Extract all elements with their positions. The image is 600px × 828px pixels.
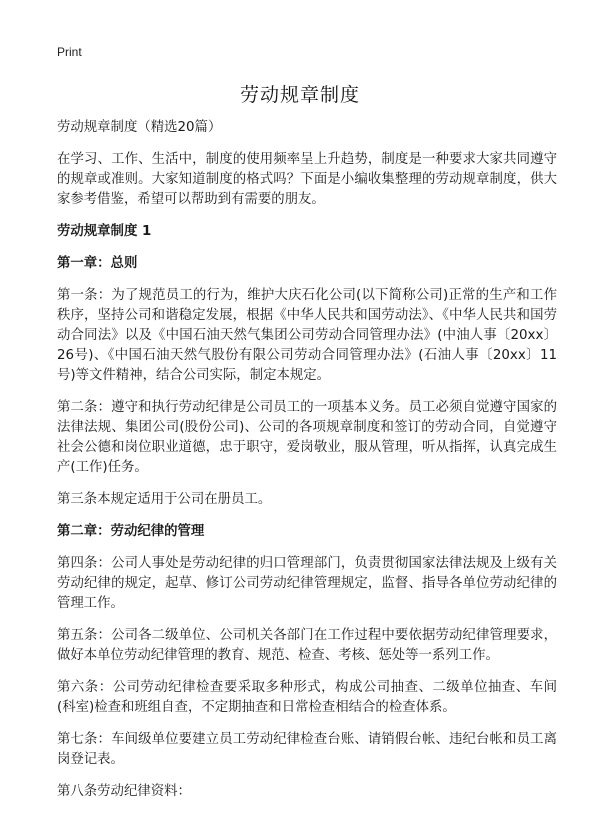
intro-paragraph: 在学习、工作、生活中，制度的使用频率呈上升趋势，制度是一种要求大家共同遵守的规章或准则。大家知道制度的格式吗？下面是小编收集整理的劳动规章制度，供大家参考借鉴，希望可以帮助到有需要的朋友。	[57, 152, 557, 207]
section-heading: 劳动规章制度 1	[57, 224, 152, 239]
chapter-1-heading: 第一章：总则	[57, 256, 138, 271]
article-3: 第三条本规定适用于公司在册员工。	[57, 492, 272, 507]
article-2: 第二条：遵守和执行劳动纪律是公司员工的一项基本义务。员工必须自觉遵守国家的法律法规、集团公司(股份公司)、公司的各项规章制度和签订的劳动合同，自觉遵守社会公德和岗位职业道德，忠于职守，爱岗敬业，服从管理，听从指挥，认真完成生产(工作)任务。	[57, 400, 557, 475]
article-5: 第五条：公司各二级单位、公司机关各部门在工作过程中要依据劳动纪律管理要求，做好本单位劳动纪律管理的教育、规范、检查、考核、惩处等一系列工作。	[57, 628, 557, 663]
article-6: 第六条：公司劳动纪律检查要采取多种形式，构成公司抽查、二级单位抽查、车间(科室)检查和班组自查，不定期抽查和日常检查相结合的检查体系。	[57, 680, 557, 715]
document-subtitle: 劳动规章制度（精选20篇）	[57, 120, 222, 135]
article-8: 第八条劳动纪律资料：	[57, 784, 191, 799]
document-body	[57, 118, 557, 814]
article-7: 第七条：车间级单位要建立员工劳动纪律检查台账、请销假台帐、违纪台帐和员工离岗登记表。	[57, 732, 557, 767]
chapter-2-heading: 第二章：劳动纪律的管理	[57, 524, 205, 539]
article-1: 第一条：为了规范员工的行为，维护大庆石化公司(以下简称公司)正常的生产和工作秩序，坚持公司和谐稳定发展，根据《中华人民共和国劳动法》、《中华人民共和国劳动合同法》以及《中国石油天然气集团公司劳动合同管理办法》(中油人事〔20xx〕26号)、《中国石油天然气股份有限公司劳动合同管理办法》(石油人事〔20xx〕11号)等文件精神，结合公司实际，制定本规定。	[57, 288, 557, 383]
print-link[interactable]: Print	[57, 45, 82, 59]
page-title: 劳动规章制度	[239, 84, 360, 106]
article-4: 第四条：公司人事处是劳动纪律的归口管理部门，负责贯彻国家法律法规及上级有关劳动纪律的规定，起草、修订公司劳动纪律管理规定，监督、指导各单位劳动纪律的管理工作。	[57, 556, 557, 611]
